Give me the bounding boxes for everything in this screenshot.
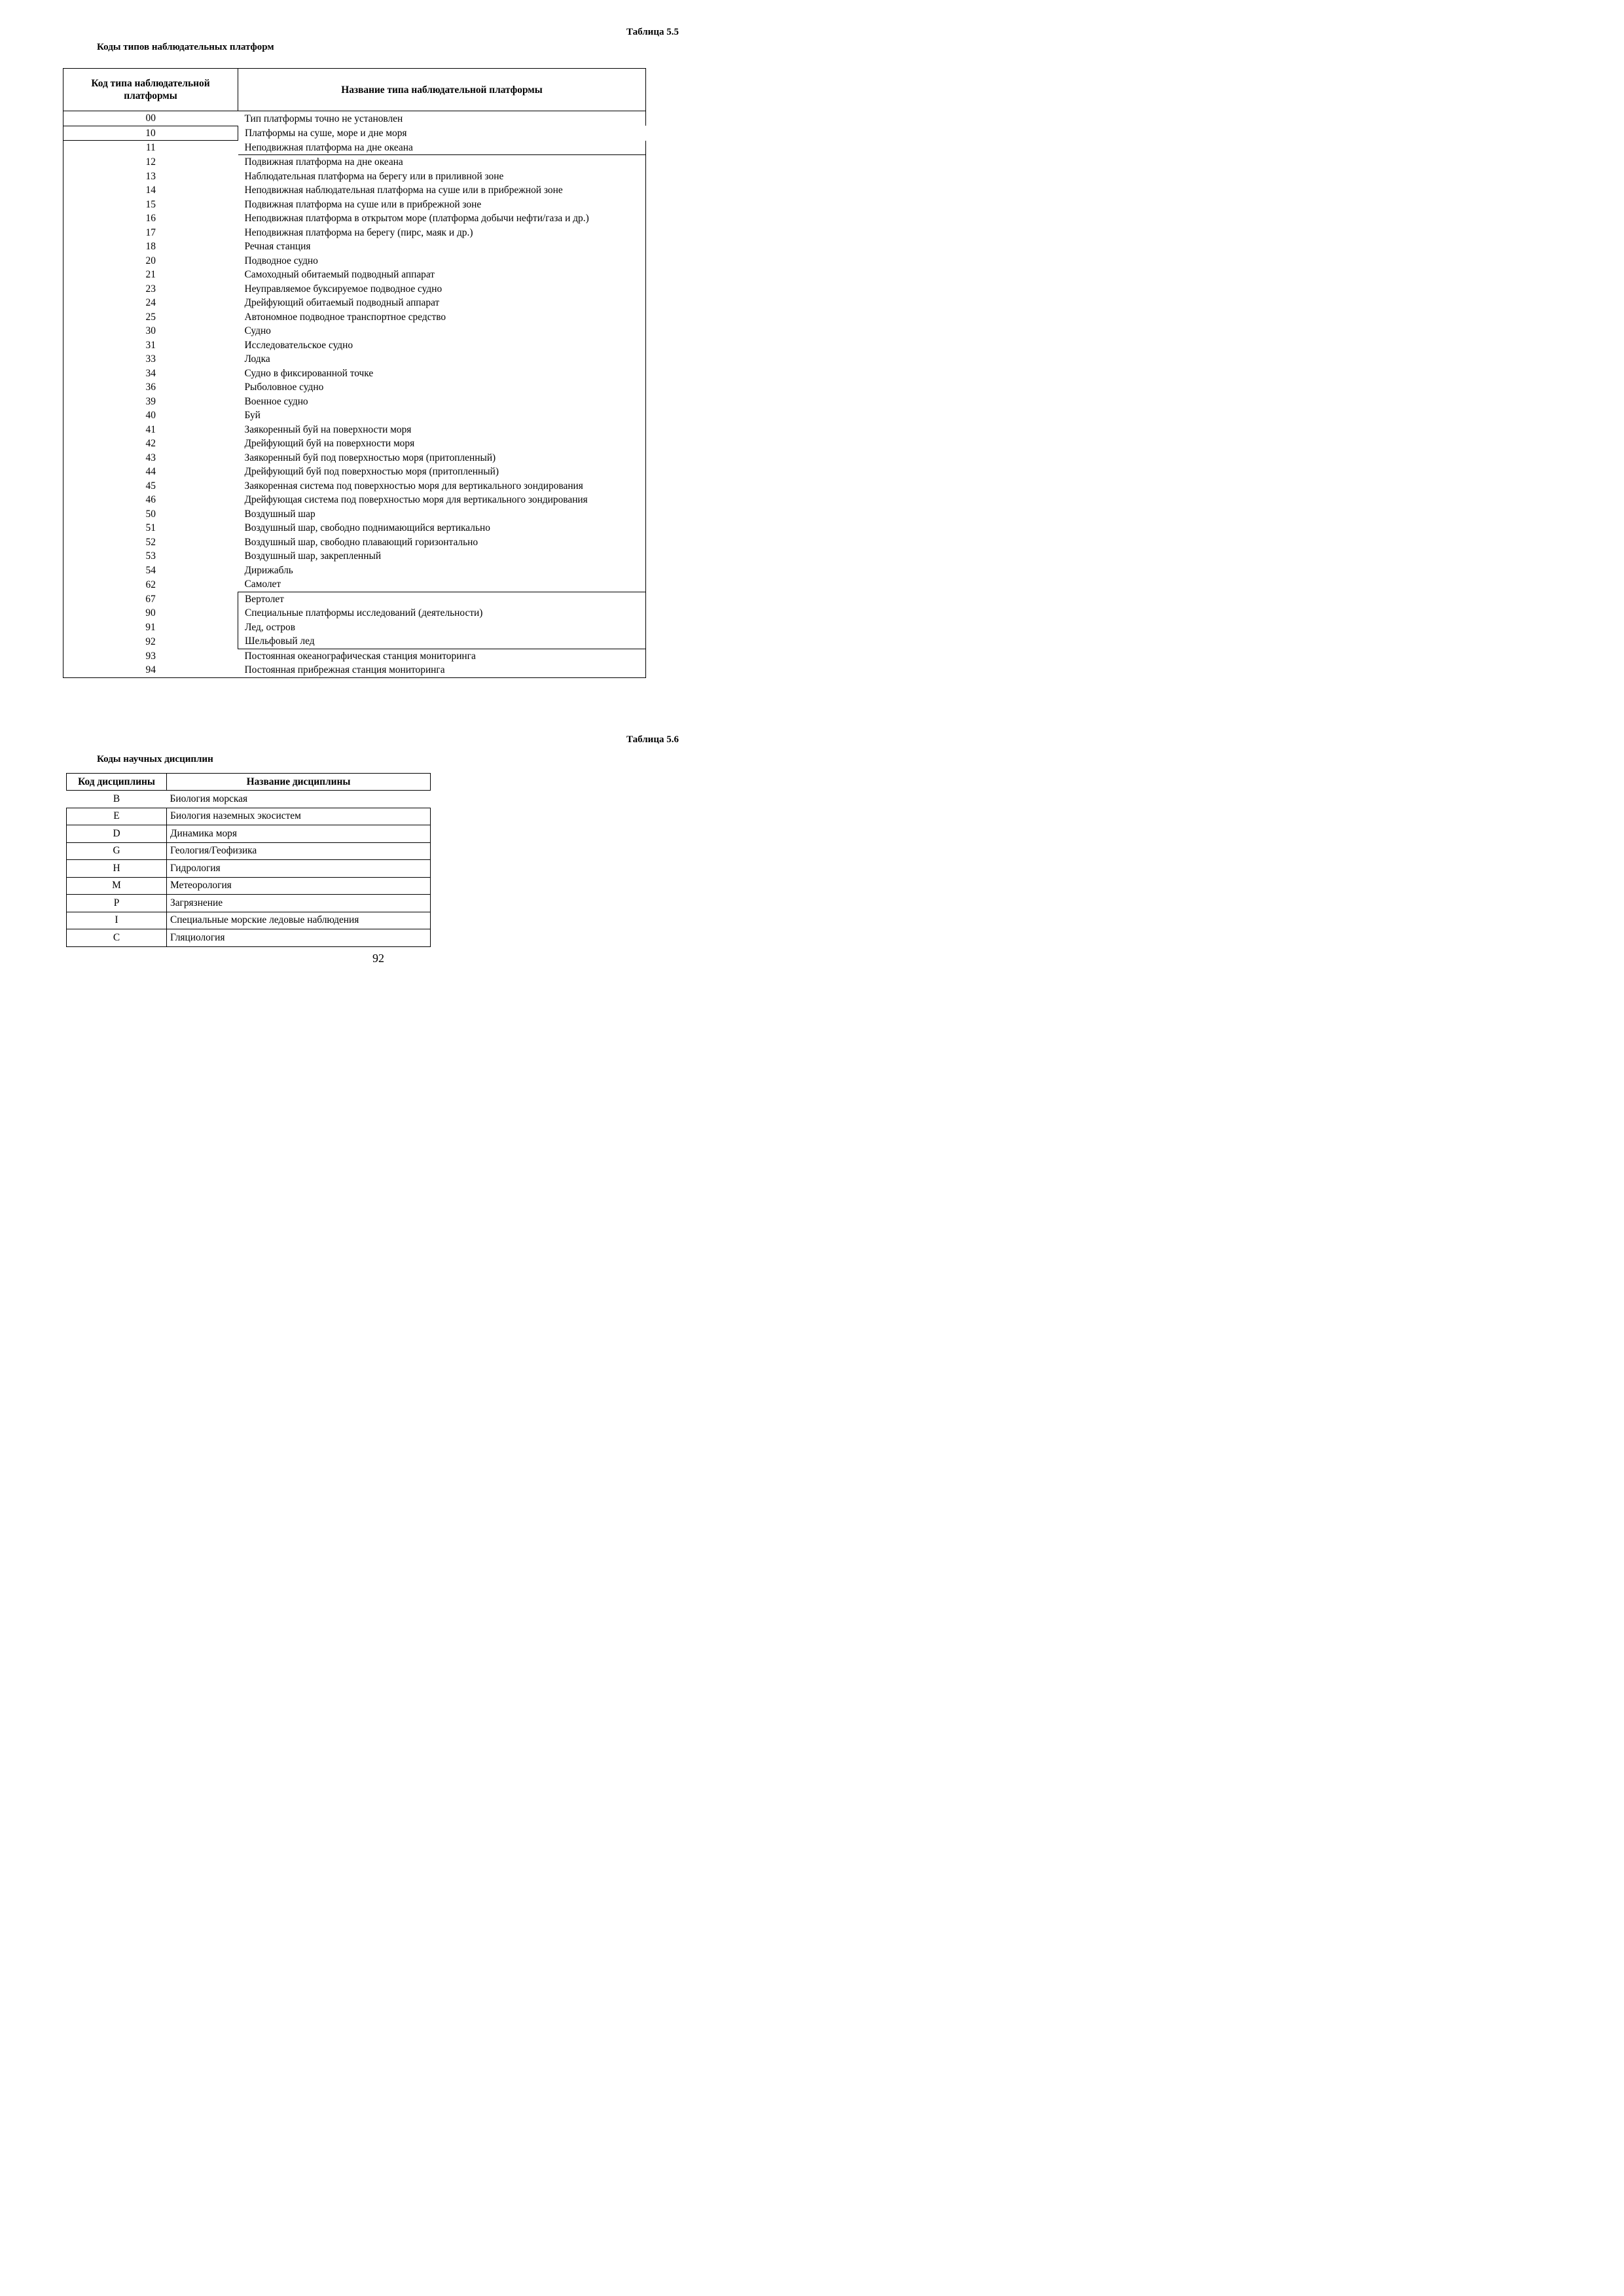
- name-cell: Самоходный обитаемый подводный аппарат: [238, 268, 646, 282]
- name-cell: Дрейфующий обитаемый подводный аппарат: [238, 296, 646, 310]
- code-cell: 13: [63, 170, 238, 184]
- name-cell: Неподвижная наблюдательная платформа на суше или в прибрежной зоне: [238, 183, 646, 198]
- name-cell: Постоянная прибрежная станция мониторинга: [238, 663, 646, 677]
- table-5-6-caption: Таблица 5.6: [626, 734, 679, 745]
- name-cell: Судно: [238, 324, 646, 338]
- code-cell: C: [67, 929, 167, 947]
- table-5-6-title: Коды научных дисциплин: [97, 754, 213, 764]
- name-cell: Подвижная платформа на дне океана: [238, 155, 646, 170]
- code-cell: 15: [63, 198, 238, 212]
- table-row: [63, 663, 646, 677]
- code-column-header: Код дисциплины: [67, 774, 167, 791]
- code-cell: 52: [63, 535, 238, 550]
- code-cell: 00: [63, 111, 238, 126]
- table-row: [67, 895, 431, 912]
- table-row: [67, 808, 431, 825]
- name-cell: Платформы на суше, море и дне моря: [245, 127, 407, 139]
- code-cell: G: [67, 842, 167, 860]
- table-row: [63, 479, 646, 493]
- name-cell: Динамика моря: [167, 825, 431, 843]
- table-row: [63, 549, 646, 564]
- table-row: [67, 860, 431, 878]
- name-cell: Тип платформы точно не установлен: [238, 111, 646, 126]
- name-cell: Судно в фиксированной точке: [238, 367, 646, 381]
- code-cell: 31: [63, 338, 238, 353]
- table-row: [63, 395, 646, 409]
- table-row: [63, 507, 646, 522]
- code-cell: 43: [63, 451, 238, 465]
- name-cell: Исследовательское судно: [238, 338, 646, 353]
- page-number: 92: [372, 952, 384, 965]
- table-row: [67, 912, 431, 929]
- code-cell: H: [67, 860, 167, 878]
- code-cell: 23: [63, 282, 238, 296]
- code-cell: 17: [63, 226, 238, 240]
- table-row: [63, 111, 646, 126]
- code-cell: 91: [63, 620, 238, 635]
- table-row: [63, 282, 646, 296]
- table-row: [63, 592, 646, 606]
- table-row: [63, 535, 646, 550]
- table-row: [63, 126, 646, 141]
- table-row: [63, 155, 646, 170]
- table-row: [63, 493, 646, 507]
- table-row: [63, 521, 646, 535]
- name-column-header: Название типа наблюдательной платформы: [238, 69, 646, 111]
- table-row: [67, 825, 431, 843]
- name-cell: Метеорология: [167, 877, 431, 895]
- code-cell: 34: [63, 367, 238, 381]
- table-row: [63, 310, 646, 325]
- table-row: [63, 465, 646, 479]
- table-row: [63, 380, 646, 395]
- table-row: [67, 791, 431, 808]
- name-cell: Геология/Геофизика: [167, 842, 431, 860]
- table-row: [63, 408, 646, 423]
- table-row: [67, 842, 431, 860]
- name-cell: Шельфовый лед: [238, 634, 646, 649]
- code-cell: 53: [63, 549, 238, 564]
- platform-type-codes-table: [63, 68, 646, 678]
- table-row: [63, 423, 646, 437]
- code-cell: P: [67, 895, 167, 912]
- name-cell: Вертолет: [238, 592, 646, 606]
- table-header-row: [63, 69, 646, 111]
- name-cell: Заякоренный буй на поверхности моря: [238, 423, 646, 437]
- table-row: [63, 577, 646, 592]
- code-cell: 41: [63, 423, 238, 437]
- code-cell: 50: [63, 507, 238, 522]
- table-row: [63, 367, 646, 381]
- code-cell: M: [67, 877, 167, 895]
- name-cell: Гидрология: [167, 860, 431, 878]
- name-column-header: Название дисциплины: [167, 774, 431, 791]
- code-cell: 16: [63, 211, 238, 226]
- discipline-codes-table: [66, 773, 431, 947]
- code-cell: 67: [63, 592, 238, 606]
- code-cell: 14: [63, 183, 238, 198]
- code-cell: 54: [63, 564, 238, 578]
- code-cell: 33: [63, 352, 238, 367]
- table-header-row: [67, 774, 431, 791]
- code-cell: 39: [63, 395, 238, 409]
- table-5-5-title: Коды типов наблюдательных платформ: [97, 42, 274, 52]
- name-cell: Специальные платформы исследований (деятельности): [238, 606, 646, 620]
- table-row: [63, 240, 646, 254]
- code-cell: 92: [63, 634, 238, 649]
- name-cell: Воздушный шар, свободно плавающий горизонтально: [238, 535, 646, 550]
- code-cell: 90: [63, 606, 238, 620]
- code-cell: 42: [63, 437, 238, 451]
- table-row: [63, 141, 646, 155]
- table-row: [63, 254, 646, 268]
- name-cell: Лодка: [238, 352, 646, 367]
- table-row: [63, 352, 646, 367]
- code-cell: 40: [63, 408, 238, 423]
- table-row: [67, 877, 431, 895]
- code-cell: 36: [63, 380, 238, 395]
- code-cell: 11: [63, 141, 238, 155]
- name-cell: Специальные морские ледовые наблюдения: [167, 912, 431, 929]
- table-row: [63, 324, 646, 338]
- name-cell: Автономное подводное транспортное средство: [238, 310, 646, 325]
- name-cell: Лед, остров: [238, 620, 646, 635]
- code-cell: 46: [63, 493, 238, 507]
- code-cell: 30: [63, 324, 238, 338]
- name-cell: Наблюдательная платформа на берегу или в приливной зоне: [238, 170, 646, 184]
- name-cell: Заякоренный буй под поверхностью моря (притопленный): [238, 451, 646, 465]
- name-cell: Дрейфующий буй на поверхности моря: [238, 437, 646, 451]
- code-cell: 12: [63, 155, 238, 170]
- name-cell: Неподвижная платформа на берегу (пирс, маяк и др.): [238, 226, 646, 240]
- table-row: [63, 296, 646, 310]
- name-cell: Биология морская: [170, 793, 248, 804]
- code-cell: 93: [63, 649, 238, 663]
- table-row: [63, 634, 646, 649]
- code-column-header: Код типа наблюдательной платформы: [63, 69, 238, 111]
- code-cell: 44: [63, 465, 238, 479]
- table-row: [63, 226, 646, 240]
- code-cell: 51: [63, 521, 238, 535]
- table-row: [63, 211, 646, 226]
- code-cell: I: [67, 912, 167, 929]
- name-cell: Подводное судно: [238, 254, 646, 268]
- name-cell: Военное судно: [238, 395, 646, 409]
- table-row: [63, 451, 646, 465]
- name-cell: Заякоренная система под поверхностью моря для вертикального зондирования: [238, 479, 646, 493]
- table-row: [63, 183, 646, 198]
- table-row: [63, 649, 646, 663]
- name-cell: Буй: [238, 408, 646, 423]
- name-cell: Воздушный шар, свободно поднимающийся вертикально: [238, 521, 646, 535]
- code-cell: 20: [63, 254, 238, 268]
- code-cell: 18: [63, 240, 238, 254]
- table-row: [63, 268, 646, 282]
- table-5-5-caption: Таблица 5.5: [626, 27, 679, 37]
- name-cell: Неподвижная платформа в открытом море (платформа добычи нефти/газа и др.): [238, 211, 646, 226]
- table-row: [63, 170, 646, 184]
- code-cell: 21: [63, 268, 238, 282]
- name-cell: Загрязнение: [167, 895, 431, 912]
- name-cell: Дрейфующий буй под поверхностью моря (притопленный): [238, 465, 646, 479]
- table-row: [63, 198, 646, 212]
- name-cell: Гляциология: [167, 929, 431, 947]
- name-cell: Воздушный шар, закрепленный: [238, 549, 646, 564]
- code-cell: 10: [63, 126, 238, 141]
- name-cell: Самолет: [238, 577, 646, 592]
- table-row: [63, 620, 646, 635]
- table-row: [63, 437, 646, 451]
- table-row: [63, 606, 646, 620]
- name-cell: Речная станция: [238, 240, 646, 254]
- code-cell: B: [113, 793, 120, 804]
- code-cell: 62: [63, 577, 238, 592]
- code-cell: 45: [63, 479, 238, 493]
- name-cell: Дирижабль: [238, 564, 646, 578]
- name-cell: Неподвижная платформа на дне океана: [238, 141, 646, 155]
- table-row: [63, 564, 646, 578]
- name-cell: Рыболовное судно: [238, 380, 646, 395]
- code-cell: 24: [63, 296, 238, 310]
- table-row: [67, 929, 431, 947]
- name-cell: Неуправляемое буксируемое подводное судно: [238, 282, 646, 296]
- name-cell: Постоянная океанографическая станция мониторинга: [238, 649, 646, 663]
- table-row: [63, 338, 646, 353]
- code-cell: 25: [63, 310, 238, 325]
- code-cell: D: [67, 825, 167, 843]
- name-cell: Подвижная платформа на суше или в прибрежной зоне: [238, 198, 646, 212]
- code-cell: 94: [63, 663, 238, 677]
- name-cell: Воздушный шар: [238, 507, 646, 522]
- name-cell: Дрейфующая система под поверхностью моря для вертикального зондирования: [238, 493, 646, 507]
- code-cell: E: [67, 808, 167, 825]
- name-cell: Биология наземных экосистем: [167, 808, 431, 825]
